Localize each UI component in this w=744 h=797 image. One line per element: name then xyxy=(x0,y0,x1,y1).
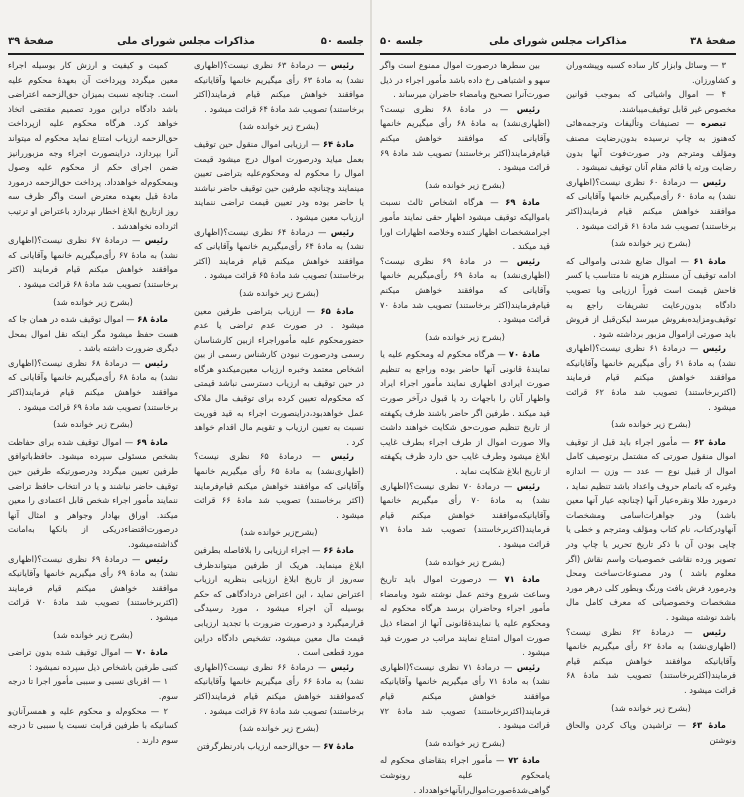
page-header xyxy=(380,34,736,52)
article-label: مادهٔ ۶۹ xyxy=(136,436,168,447)
page-number: صفحهٔ ۳۸ xyxy=(690,36,736,47)
speaker-label: رئیس xyxy=(144,235,168,246)
article-paragraph xyxy=(194,137,364,225)
paragraph-text: — درمادهٔ ۶۶ نظری نیست؟(اظهاری نشد) به مادهٔ ۶۶ رأی میگیریم خانمها وآقایانیکه که‌موافقند خواهش میکنم قیام فرمایند(اکثر برخاستند) تصویب شد مادهٔ ۶۷ قرائت میشود . xyxy=(194,661,364,716)
article-label: مادهٔ ۶۵ xyxy=(320,305,354,316)
article-paragraph xyxy=(380,195,550,253)
paragraph-text: — درمادهٔ ۶۹ نظری نیست؟(اظهاری نشد) به مادهٔ ۶۹ رأی میگیریم خانمها وآقایانیکه موافقند خواهش میکنم قیام فرمایند (اکثربرخاستند) تصویب شد مادهٔ ۷۰ قرائت میشود . xyxy=(8,553,178,622)
paragraph-text: — حق‌الزحمه ارزیاب بادرنظرگرفتن xyxy=(196,740,324,751)
paragraph: ۱ — اقربای نسبی و سببی مأمور اجرا تا درجه سوم. xyxy=(8,676,178,701)
article-paragraph xyxy=(8,435,178,552)
right-page-38 xyxy=(372,0,744,795)
paragraph-text: — در مادهٔ ۶۹ نظری نیست؟(اظهاری‌نشد) به مادهٔ ۶۹ رأی‌میگیریم خانمها وآقایانی که موافقند خواهش میکنم قیام‌فرمایند(اکثر برخاستند) تصویب شد مادهٔ ۷۰ قرائت میشود . xyxy=(380,255,550,325)
reading-note: (بشرح زیر خوانده شد) xyxy=(53,629,133,640)
reading-note: (بشرح زیر خوانده شد) xyxy=(425,737,505,748)
article-label: مادهٔ ۷۰ xyxy=(136,647,168,658)
paragraph-text: — اجراء ارزیابی را بلافاصله بطرفین ابلاغ مینماید. هریک از طرفین میتواندظرف سه‌روز از تاریخ ابلاغ ارزیابی بنظریه ارزیاب اعتراض نماید ، این اعتراض دردادگاهی که حکم بوسیله آن اجراء میشود ، مورد رسیدگی قرارمیگیرد و درصورت ضرورت با تجدید ارزیابی قیمت مال معین میشود، تشخیص دادگاه دراین مورد قطعی است . xyxy=(194,545,364,658)
paragraph: کمیت و کیفیت و ارزش کار بوسیله اجراء معین میگردد وپرداخت آن بعهدهٔ محکوم علیه است. چنانچه نسبت بمیزان حق‌الزحمه اعتراضی باشد دادگاه دراین مورد تصمیم مقتضی اتخاذ خواهد کرد. هرگاه محکوم علیه ازپرداخت حق‌الزحمه ارزیاب امتناع نماید محکوم له میتواند آنرا بپردازد، دراینصورت اجراء وجه مزبوررانیز ضمن اجرای حکم از محکوم علیه وصول وبمحکوم‌له خواهدداد. پرداخت حق‌الزحمه درمورد مادهٔ قبل بعهده معترض است واگر ظرف سه روز ازتاریخ ابلاغ اخطار نپردازد باعتراض او ترتیب اثرداده نخواهدشد . xyxy=(8,60,178,231)
paragraph: ۳ — وسائل وابزار کار ساده کسبه وپیشه‌وران و کشاورزان. xyxy=(566,60,736,85)
article-label: مادهٔ ۷۱ xyxy=(504,574,540,585)
article-label: مادهٔ ۶۳ xyxy=(691,720,726,731)
speaker-paragraph xyxy=(194,660,364,718)
header-rule xyxy=(380,53,736,55)
speaker-label: رئیس xyxy=(330,661,354,672)
reading-note: (بشرح زیر خوانده شد) xyxy=(425,331,505,342)
article-paragraph xyxy=(380,347,550,478)
paragraph-text: — درمادهٔ ۶۰ نظری نیست؟(اظهاری نشد) به مادهٔ ۶۰ رأی‌میگیریم خانمها وآقایانی که موافقند خواهش میکنم قیام فرمایند(اکثر برخاستند) تصویب شد مادهٔ ۶۱ قرائت میشود . xyxy=(566,176,736,231)
paragraph-text: — تراشیدن وپاک کردن والحاق ونوشتن xyxy=(566,720,736,745)
paragraph-text: — اموال توقیف شده در همان جا که هست حفظ میشود مگر اینکه نقل اموال بمحل دیگری ضرورت داشته باشد . xyxy=(8,314,178,354)
article-label: مادهٔ ۶۶ xyxy=(323,545,354,555)
speaker-label: رئیس xyxy=(144,553,168,564)
paragraph-text: — درمادهٔ ۷۰ نظری نیست؟(اظهاری نشد) به مادهٔ ۷۰ رأی میگیریم خانمها وآقایانیکه‌موافقند خواهش میکنم قیام فرمایند(اکثربرخاستند) تصویب شد مادهٔ ۷۱ قرائت میشود . xyxy=(380,480,550,549)
article-paragraph xyxy=(194,304,364,450)
speaker-label: رئیس xyxy=(330,60,354,70)
paragraph-text: — ارزیاب بتراضی طرفین معین میشود . در صورت عدم تراضی یا عدم حضورمحکوم علیه مأموراجراء ازبین کارشناسان رسمی ودرصورت نبودن کارشناس رسمی از بین اشخاص معتمد وخبره ارزیاب معین‌میکندو هرگاه در حین توقیف به ارزیاب دسترسی نباشد قیمتی که محکوم‌له تعیین کرده برای توقیف مال ملاک عمل خواهدبود،دراینصورت اجراء به قید فوریت نسبت به تعیین ارزیاب و تقویم مال اقدام خواهد کرد . xyxy=(194,305,364,447)
reading-note: (بشرح زیر خوانده شد) xyxy=(425,179,505,190)
article-paragraph xyxy=(194,543,364,660)
article-paragraph xyxy=(566,254,736,342)
article-paragraph xyxy=(380,753,550,797)
article-paragraph xyxy=(194,739,364,754)
paragraph-text: — درصورت اموال باید تاریخ وساعت شروع وختم عمل نوشته شود وبامضاء مأمور اجراء وحاضران برسد هرگاه محکوم له ومحکوم علیه یا نمایندهٔ‌قانونی آنها از امضاء ذیل صورت اموال امتناع نمایند مراتب در صورت قید میشود . xyxy=(380,574,550,658)
article-label: مادهٔ ۶۴ xyxy=(322,138,355,149)
reading-note: (بشرح زیر خوانده شد) xyxy=(53,419,133,430)
speaker-paragraph xyxy=(194,449,364,522)
reading-note: (بشرح زیر خوانده شد) xyxy=(239,723,319,734)
paragraph-text: — درمادهٔ ۶۸ نظری نیست؟(اظهاری نشد) به مادهٔ ۶۸ رأی‌میگیریم خانمها وآقایانی که موافقند خواهش میکنم قیام فرمایند(اکثر برخاستند) تصویب شد مادهٔ ۶۹ قرائت میشود . xyxy=(8,357,178,412)
speaker-label: رئیس xyxy=(516,103,540,114)
speaker-paragraph xyxy=(8,233,178,291)
reading-note: (بشرح زیر خوانده شد) xyxy=(239,287,319,298)
reading-note: (بشرح زیر خوانده شد) xyxy=(611,238,691,249)
paragraph-text: — درمادهٔ ۶۷ نظری نیست؟(اظهاری نشد) به مادهٔ ۶۷ رأی‌میگیریم خانمها وآقایانی که موافقند خواهش میکنم قیام فرمایند (اکثر برخاستند) تصویب شد مادهٔ ۶۸ قرائت میشود . xyxy=(8,235,178,289)
speaker-paragraph xyxy=(380,254,550,327)
paragraph-text: — ارزیابی اموال منقول حین توقیف بعمل میاید ودرصورت اموال درج میشود قیمت اموال را محکوم له ومحکوم‌علیه بتراضی تعیین مینمایند وچنانچه طرفین حین توقیف حاضر نباشند یا حاضر بوده ودر تعیین قیمت تراضی ننمایند ارزیاب معین میشود . xyxy=(194,138,364,222)
left-page-39 xyxy=(0,0,372,751)
paragraph-text: — تصنیفات وتألیفات وترجمه‌هائی که‌هنوز به چاپ نرسیده بدون‌رضایت مصنف ومؤلف ومترجم ودر صورت‌فوت آنها بدون رضایت ورثه یا قائم مقام آنان توقیف نمیشود . xyxy=(566,118,736,173)
speaker-paragraph xyxy=(8,552,178,625)
article-paragraph xyxy=(566,718,736,747)
speaker-label: رئیس xyxy=(702,626,726,637)
article-paragraph xyxy=(8,645,178,674)
paragraph-text: — اموال توقیف شده بدون تراضی کتبی طرفین باشخاص ذیل سپرده نمیشود : xyxy=(8,647,178,672)
paragraph-text: — درمادهٔ ۶۳ نظری نیست؟(اظهاری نشد) به مادهٔ ۶۳ رأی میگیریم خانمها وآقایانیکه موافقند خواهش میکنم قیام فرمایند(اکثر برخاستند) تصویب شد مادهٔ ۶۴ قرائت میشود . xyxy=(194,60,364,114)
speaker-label: رئیس xyxy=(516,255,540,266)
session-label: جلسه ۵۰ xyxy=(320,36,364,47)
speaker-label: رئیس xyxy=(702,343,726,354)
article-paragraph xyxy=(566,116,736,174)
speaker-paragraph xyxy=(8,356,178,414)
speaker-paragraph xyxy=(566,625,736,698)
speaker-paragraph xyxy=(380,479,550,552)
paragraph-text: — مأمور اجراء بتقاضای محکوم له یامحکوم علیه رونوشت گواهی‌شدهٔ‌صورت‌اموال‌رابآنهاخواهدداد . xyxy=(380,755,550,795)
header-rule xyxy=(8,53,364,55)
page-number: صفحهٔ ۳۹ xyxy=(8,36,54,47)
reading-note: (بشرح زیر خوانده شد) xyxy=(53,296,133,307)
paragraph-text: — هرگاه اشخاص ثالث نسبت باموالیکه توقیف میشود اظهار حقی نمایند مأمور اجرامشخصات اظهار کننده وخلاصه اظهارات اورا قید میکند . xyxy=(380,197,550,252)
article-label: مادهٔ ۶۷ xyxy=(323,740,354,751)
session-label: جلسه ۵۰ xyxy=(380,36,424,47)
speaker-label: رئیس xyxy=(516,661,540,672)
reading-note: (بشرح زیر خوانده شد) xyxy=(611,702,691,713)
speaker-paragraph xyxy=(566,175,736,233)
paragraph: ۴ — اموال واشیائی که بموجب قوانین مخصوص غیر قابل توقیف‌میباشند. xyxy=(566,89,736,114)
reading-note: (بشرح زیر خوانده شد) xyxy=(611,419,691,430)
article-label: مادهٔ ۷۲ xyxy=(508,755,540,766)
paragraph-text: — درمادهٔ ۶۴ نظری نیست؟(اظهاری نشد) به مادهٔ ۶۴ رأی‌میگیریم خانمها وآقایانی که موافقند خواهش میکنم قیام فرمایند (اکثر برخاستند) تصویب شد مادهٔ ۶۵ قرائت میشود . xyxy=(194,226,364,281)
article-label: مادهٔ ۷۰ xyxy=(508,349,540,360)
paragraph-text: — درمادهٔ ۷۱ نظری نیست؟(اظهاری نشد) به مادهٔ ۷۱ رأی میگیریم خانمها وآقایانیکه موافقند خواهش میکنم قیام فرمایند(اکثربرخاستند) تصویب شد مادهٔ ۷۲ قرائت میشود . xyxy=(380,661,550,731)
paragraph-text: — در مادهٔ ۶۸ نظری نیست؟(اظهاری‌نشد) به مادهٔ ۶۸ رأی میگیریم خانمها وآقایانی که موافقند خواهش میکنم قیام‌فرمایند(اکثر برخاستند) تصویب شد مادهٔ ۶۹ قرائت میشود . xyxy=(380,103,550,173)
publication-title: مذاکرات مجلس شورای ملی xyxy=(489,36,627,47)
reading-note: (بشرح زیر خوانده شد) xyxy=(239,121,319,132)
article-label: تبصره xyxy=(701,118,726,129)
article-paragraph xyxy=(380,572,550,660)
paragraph-text: — اموال ضایع شدنی واموالی که ادامه توقیف آن مستلزم هزینه نا متناسب یا کسر فاحش قیمت است فوراً ارزیابی وبا تصویب دادگاه بدون‌رعایت تشریفات راجع به توقیف‌ومزایده‌بفروش میرسد لیکن‌قبل از فروش باید صورتی ازاموال مزبور برداشته شود . xyxy=(566,255,736,339)
speaker-label: رئیس xyxy=(702,176,726,187)
speaker-label: رئیس xyxy=(144,357,168,368)
speaker-paragraph xyxy=(194,58,364,116)
paragraph: بین سطرها درصورت اموال ممنوع است واگر سهو و اشتباهی رخ داده باشد مأمور اجراء در ذیل صورت‌آنرا تصحیح وبامضاء حاضران میرساند . xyxy=(380,60,550,100)
speaker-label: رئیس xyxy=(516,480,540,491)
speaker-label: رئیس xyxy=(330,226,354,237)
reading-note: (بشرح‌زیر خوانده شد) xyxy=(240,527,318,538)
paragraph-text: — هرگاه محکوم له ومحکوم علیه یا نمایندهٔ قانونی آنها حاضر بوده وراجع به تنظیم صورت ایرادی اظهاری نمایند مأمور اجراء ایراد واظهار آنان را باجهات رد یا قبول درآخر صورت قید میکند . طرفین اگر حاضر باشند ظرف یکهفته از تاریخ تنظیم صورت‌حق شکایت خواهند داشت والا صورت اموال از طرف اجراء بطرف غایب ابلاغ میشود وطرف غایب حق دارد ظرف یکهفته از تاریخ ابلاغ شکایت نماید . xyxy=(380,349,550,477)
paragraph-text: — درمادهٔ ۶۲ نظری نیست؟(اظهاری‌نشد) به مادهٔ ۶۲ رأی میگیریم خانمها وآقایانیکه موافقند خواهش میکنم قیام فرمایند(اکثربرخاستند) تصویب شد مادهٔ ۶۸ قرائت میشود . xyxy=(566,626,736,695)
speaker-paragraph xyxy=(380,660,550,733)
paragraph-text: — مأمور اجراء باید قبل از توقیف اموال منقول صورتی که مشتمل برتوصیف کامل اموال از قبیل نوع — عدد — وزن — اندازه وغیره که باتمام حروف واعداد باشد تنظیم نماید ، درمورد طلا ونقره‌عیار آنها (چنانچه عیار آنها معین باشد) ودر جواهرات‌اسامی ومشخصات آنهاودرکتاب، نام کتاب ومؤلف ومترجم و خطی یا چاپی بودن آن با ذکر تاریخ تحریر یا چاپ ودر تصویر ورده نقاشی خصوصیات واسم نقاش (اگر معلوم باشد ) ودر مصنوعات‌ساخت ومحل ودرمورد فرش بافت ورنگ وبطور کلی درهر مورد مشخصات وخصوصیاتی که معرف کامل مال باشد نوشته میشود . xyxy=(566,436,736,622)
reading-note: (بشرح زیر خوانده شد) xyxy=(425,556,505,567)
publication-title: مذاکرات مجلس شورای ملی xyxy=(117,36,255,47)
article-label: مادهٔ ۶۸ xyxy=(137,314,168,325)
text-column-right xyxy=(194,58,364,753)
article-label: مادهٔ ۶۱ xyxy=(693,255,726,266)
speaker-paragraph xyxy=(380,102,550,175)
page-header xyxy=(8,34,364,52)
paragraph-text: — درمادهٔ ۶۱ نظری نیست؟(اظهاری نشد) به مادهٔ ۶۱ رأی میگیریم خانمها وآقایانیکه موافقند خواهش میکنم قیام فرمایند (اکثربرخاستند) تصویب شد مادهٔ ۶۲ قرائت میشود . xyxy=(566,343,736,412)
paragraph-text: — اموال توقیف شده برای حفاظت بشخص مسئولی سپرده میشود. حافظ‌باتوافق طرفین تعیین میگردد ودرصورتیکه طرفین حین توقیف حاضر نباشند و یا در انتخاب حافظ تراضی ننمایند مأمور اجراء شخص قابل اعتمادی را معین میکند. اوراق بهادار وجواهر و امثال آنها درصورت‌اقتضاءدریکی از بانکها به‌امانت گذاشته‌میشود. xyxy=(8,436,178,549)
speaker-paragraph xyxy=(566,341,736,414)
article-paragraph xyxy=(8,312,178,356)
speaker-paragraph xyxy=(194,225,364,283)
text-column-left xyxy=(380,58,550,797)
article-paragraph xyxy=(566,435,736,625)
text-column-left xyxy=(8,58,178,747)
article-label: مادهٔ ۶۲ xyxy=(693,436,726,447)
speaker-label: رئیس xyxy=(330,451,354,462)
article-label: مادهٔ ۶۹ xyxy=(505,197,540,208)
paragraph-text: — درمادهٔ ۶۵ نظری نیست؟(اظهاری‌نشد) به مادهٔ ۶۵ رأی میگیریم خانمها وآقایانی که موافقند خواهش میکنم قیام‌فرمایند (اکثر برخاستند) تصویب شد مادهٔ ۶۶ قرائت میشود . xyxy=(194,451,365,520)
paragraph: ۲ — محکوم‌له و محکوم علیه و همسرآنان‌و کسانیکه با طرفین قرابت نسبت یا سببی تا درجه سوم دارند . xyxy=(8,705,178,745)
text-column-right xyxy=(566,58,736,747)
